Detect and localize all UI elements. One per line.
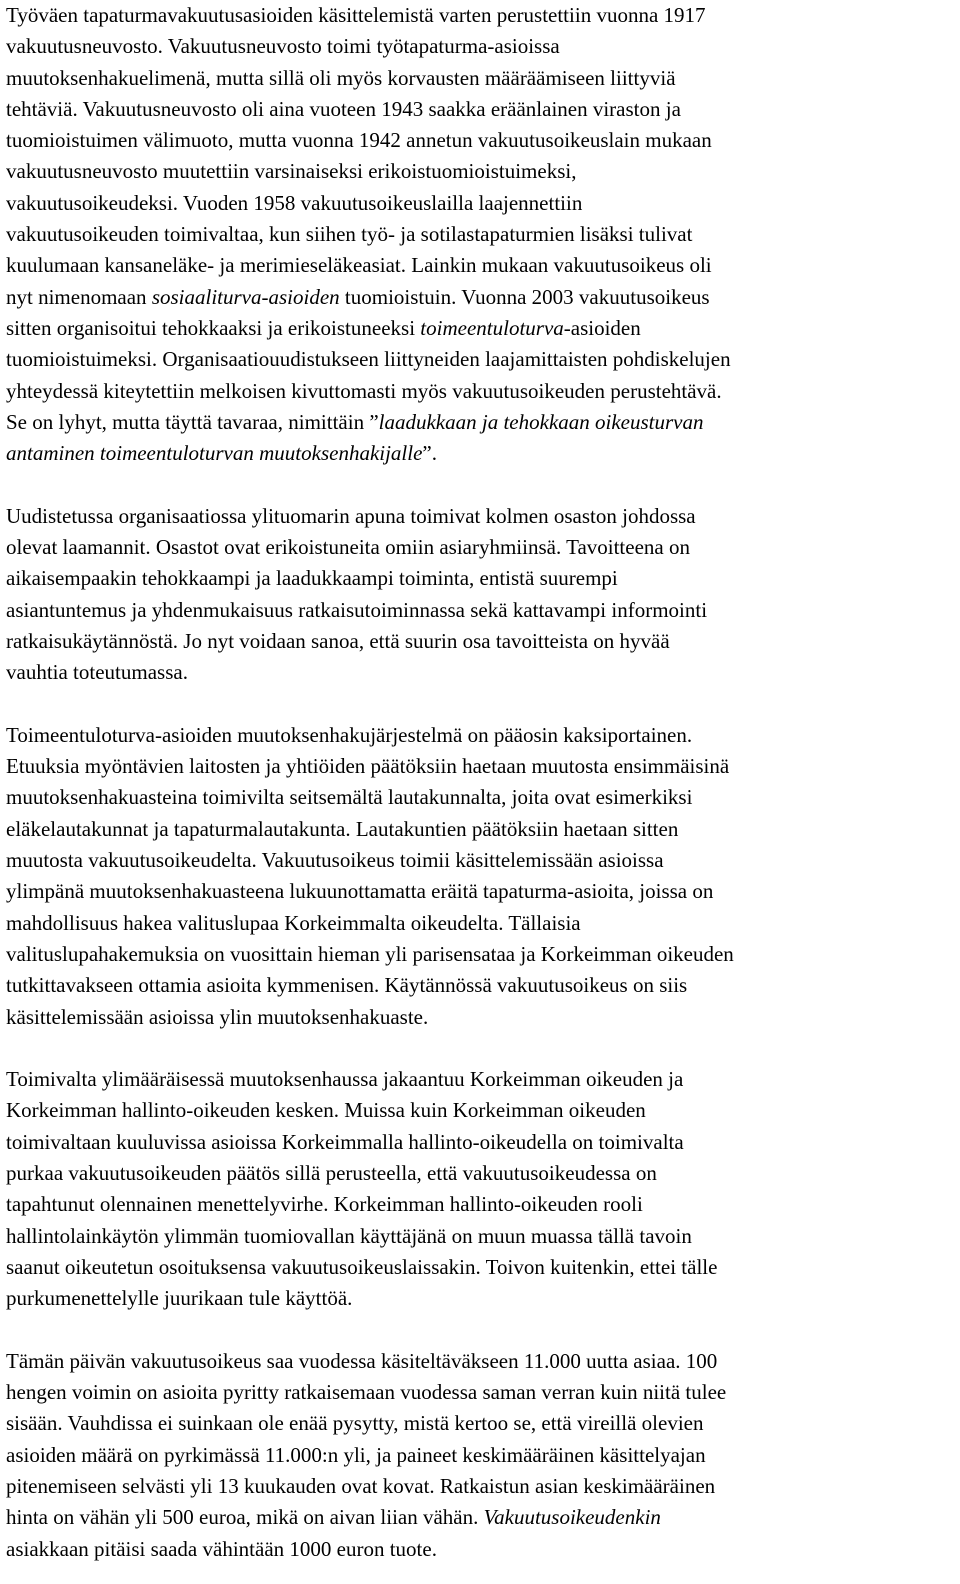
text-line [6, 532, 954, 563]
text-line [6, 188, 954, 219]
text-run: hinta on vähän yli 500 euroa, mikä on aivan liian vähän. [6, 1505, 484, 1530]
text-run: yhteydessä kiteytettiin melkoisen kivuttomasti myös vakuutusoikeuden perustehtävä. [6, 378, 722, 403]
text-run: ratkaisukäytännöstä. Jo nyt voidaan sanoa, että suurin osa tavoitteista on hyvää [6, 628, 670, 653]
text-line [6, 407, 954, 438]
text-line [6, 1534, 954, 1565]
text-run: toimivaltaan kuuluvissa asioissa Korkeimmalla hallinto-oikeudella on toimivalta [6, 1129, 684, 1154]
text-line [6, 1252, 954, 1283]
text-line [6, 1127, 954, 1158]
text-line [6, 1221, 954, 1252]
text-line [6, 814, 954, 845]
text-run: hallintolainkäytön ylimmän tuomiovallan käyttäjänä on muun muassa tällä tavoin [6, 1223, 692, 1248]
document-page [6, 0, 954, 1565]
text-run: Uudistetussa organisaatiossa ylituomarin apuna toimivat kolmen osaston johdossa [6, 503, 696, 528]
text-line [6, 845, 954, 876]
text-line [6, 908, 954, 939]
text-run: Se on lyhyt, mutta täyttä tavaraa, nimittäin ” [6, 409, 379, 434]
text-run: Toimeentuloturva-asioiden muutoksenhakujärjestelmä on pääosin kaksiportainen. [6, 722, 693, 747]
text-line [6, 1283, 954, 1314]
text-line [6, 595, 954, 626]
text-line [6, 1408, 954, 1439]
italic-text: laadukkaan ja tehokkaan oikeusturvan [378, 409, 704, 434]
text-run: Toimivalta ylimääräisessä muutoksenhaussa jakaantuu Korkeimman oikeuden ja [6, 1067, 684, 1092]
text-run: vakuutusneuvosto. Vakuutusneuvosto toimi työtapaturma-asioissa [6, 34, 560, 59]
text-run: tehtäviä. Vakuutusneuvosto oli aina vuoteen 1943 saakka eräänlainen viraston ja [6, 96, 681, 121]
text-run: asiantuntemus ja yhdenmukaisuus ratkaisutoiminnassa sekä kattavampi informointi [6, 597, 708, 622]
text-line [6, 1189, 954, 1220]
text-line [6, 31, 954, 62]
text-run: olevat laamannit. Osastot ovat erikoistuneita omiin asiaryhmiinsä. Tavoitteena on [6, 535, 690, 560]
text-line [6, 1346, 954, 1377]
paragraph-gap [6, 689, 954, 720]
text-run: ylimpänä muutoksenhakuasteena lukuunottamatta eräitä tapaturma-asioita, joissa on [6, 879, 714, 904]
text-run: -asioiden [563, 315, 641, 340]
text-run: Tämän päivän vakuutusoikeus saa vuodessa käsiteltäväkseen 11.000 uutta asiaa. 100 [6, 1348, 718, 1373]
text-run: asiakkaan pitäisi saada vähintään 1000 euron tuote. [6, 1536, 437, 1561]
text-run: eläkelautakunnat ja tapaturmalautakunta. Lautakuntien päätöksiin haetaan sitten [6, 816, 679, 841]
paragraph [6, 720, 954, 1033]
text-run: Työväen tapaturmavakuutusasioiden käsittelemistä varten perustettiin vuonna 1917 [6, 3, 706, 27]
text-run: tuomioistuimeksi. Organisaatiouudistukseen liittyneiden laajamittaisten pohdiskelujen [6, 347, 731, 372]
text-run: purkaa vakuutusoikeuden päätös sillä perusteella, että vakuutusoikeudessa on [6, 1160, 657, 1185]
text-run: muutoksenhakuasteina toimivilta seitsemältä lautakunnalta, joita ovat esimerkiksi [6, 785, 693, 810]
text-run: muutoksenhakuelimenä, mutta sillä oli myös korvausten määräämiseen liittyviä [6, 65, 676, 90]
text-line [6, 438, 954, 469]
text-line [6, 63, 954, 94]
paragraph-gap [6, 1314, 954, 1345]
text-line [6, 219, 954, 250]
text-line [6, 1471, 954, 1502]
text-run: valituslupahakemuksia on vuosittain hieman yli parisensataa ja Korkeimman oikeuden [6, 941, 734, 966]
text-line [6, 0, 954, 31]
text-run: aikaisempaakin tehokkaampi ja laadukkaampi toiminta, entistä suurempi [6, 566, 618, 591]
italic-text: toimeentuloturva [420, 315, 564, 340]
text-run: vakuutusneuvosto muutettiin varsinaiseksi erikoistuomioistuimeksi, [6, 159, 577, 184]
text-line [6, 1064, 954, 1095]
paragraph [6, 1346, 954, 1565]
text-line [6, 376, 954, 407]
text-line [6, 1095, 954, 1126]
text-line [6, 782, 954, 813]
text-line [6, 970, 954, 1001]
text-line [6, 657, 954, 688]
paragraph [6, 0, 954, 469]
text-run: tuomioistuin. Vuonna 2003 vakuutusoikeus [339, 284, 710, 309]
text-run: saanut oikeutetun osoituksensa vakuutusoikeuslaissakin. Toivon kuitenkin, ettei tälle [6, 1254, 718, 1279]
text-run: pitenemiseen selvästi yli 13 kuukauden ovat kovat. Ratkaistun asian keskimääräinen [6, 1473, 716, 1498]
text-line [6, 939, 954, 970]
text-run: mahdollisuus hakea valituslupaa Korkeimmalta oikeudelta. Tällaisia [6, 910, 581, 935]
text-line [6, 344, 954, 375]
text-run: kuulumaan kansaneläke- ja merimieseläkeasiat. Lainkin mukaan vakuutusoikeus oli [6, 253, 712, 278]
text-line [6, 156, 954, 187]
paragraph [6, 501, 954, 689]
text-run: vakuutusoikeudeksi. Vuoden 1958 vakuutusoikeuslailla laajennettiin [6, 190, 583, 215]
text-line [6, 876, 954, 907]
text-run: Etuuksia myöntävien laitosten ja yhtiöiden päätöksiin haetaan muutosta ensimmäisinä [6, 754, 730, 779]
text-line [6, 125, 954, 156]
text-run: muutosta vakuutusoikeudelta. Vakuutusoikeus toimii käsittelemissään asioissa [6, 848, 664, 873]
text-run: sisään. Vauhdissa ei suinkaan ole enää pysytty, mistä kertoo se, että vireillä olevien [6, 1411, 704, 1436]
text-run: ”. [422, 441, 437, 466]
paragraph [6, 1064, 954, 1314]
text-line [6, 1377, 954, 1408]
text-run: tutkittavakseen ottamia asioita kymmenisen. Käytännössä vakuutusoikeus on siis [6, 973, 688, 998]
text-line [6, 501, 954, 532]
text-line [6, 626, 954, 657]
italic-text: antaminen toimeentuloturvan muutoksenhakijalle [6, 441, 423, 466]
paragraph-gap [6, 469, 954, 500]
text-line [6, 1002, 954, 1033]
text-run: käsittelemissään asioissa ylin muutoksenhakuaste. [6, 1004, 429, 1029]
paragraph-gap [6, 1033, 954, 1064]
text-line [6, 282, 954, 313]
text-line [6, 313, 954, 344]
text-run: sitten organisoitui tehokkaaksi ja erikoistuneeksi [6, 315, 421, 340]
text-run: purkumenettelylle juurikaan tule käyttöä. [6, 1286, 353, 1311]
text-run: nyt nimenomaan [6, 284, 152, 309]
text-run: tuomioistuimen välimuoto, mutta vuonna 1942 annetun vakuutusoikeuslain mukaan [6, 128, 712, 153]
text-line [6, 1502, 954, 1533]
text-line [6, 751, 954, 782]
text-run: tapahtunut olennainen menettelyvirhe. Korkeimman hallinto-oikeuden rooli [6, 1192, 643, 1217]
italic-text: Vakuutusoikeudenkin [483, 1505, 661, 1530]
text-line [6, 94, 954, 125]
text-line [6, 1158, 954, 1189]
text-line [6, 563, 954, 594]
text-line [6, 1440, 954, 1471]
text-run: asioiden määrä on pyrkimässä 11.000:n yli, ja paineet keskimääräinen käsittelyajan [6, 1442, 706, 1467]
text-run: Korkeimman hallinto-oikeuden kesken. Muissa kuin Korkeimman oikeuden [6, 1098, 646, 1123]
italic-text: sosiaaliturva-asioiden [151, 284, 340, 309]
text-line [6, 720, 954, 751]
text-line [6, 250, 954, 281]
text-run: vakuutusoikeuden toimivaltaa, kun siihen työ- ja sotilastapaturmien lisäksi tulivat [6, 222, 693, 247]
text-run: vauhtia toteutumassa. [6, 660, 188, 685]
text-run: hengen voimin on asioita pyritty ratkaisemaan vuodessa saman verran kuin niitä tulee [6, 1380, 727, 1405]
